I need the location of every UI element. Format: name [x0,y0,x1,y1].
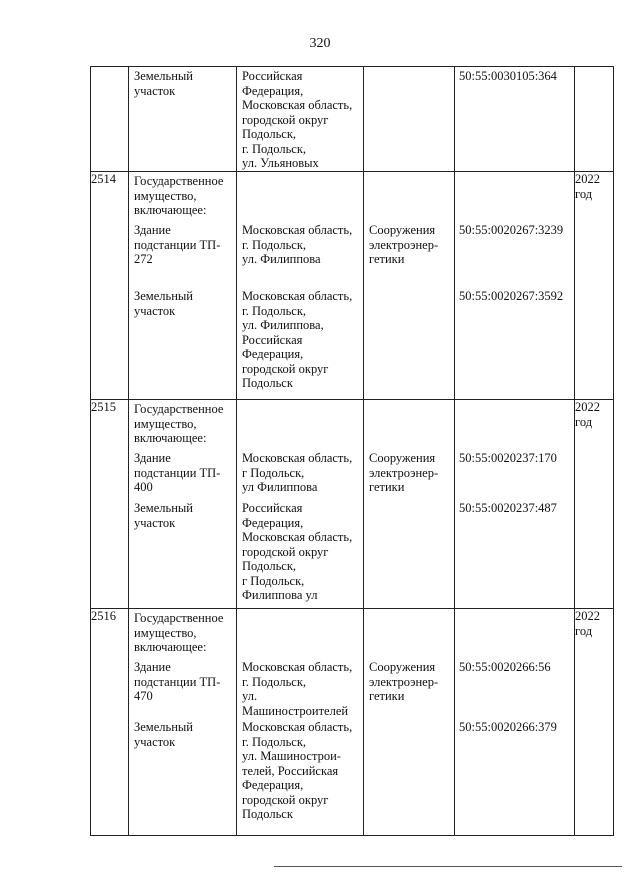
item-purpose [364,287,454,399]
cadastral-number-cell [455,609,575,836]
item-name: Земельный участок [134,69,193,98]
item-address [237,400,363,449]
item-address: Московская область, г. Подольск, ул. Машиностроителей [242,660,353,718]
cadastral-number-cell [455,67,575,172]
item-name-cell [129,609,237,836]
cadastral-number [455,172,574,221]
item-name: Здание подстанции ТП- 272 [134,223,221,266]
cadastral-number: 50:55:0020267:3239 [459,223,564,237]
item-address: Московская область, г Подольск, ул Филиппова [242,451,353,494]
row-number: 2514 [91,172,129,400]
cadastral-number: 50:55:0030105:364 [459,69,557,83]
item-name-cell [129,67,237,172]
cadastral-number: 50:55:0020266:56 [459,660,551,674]
item-purpose: Сооружения электроэнер- гетики [369,223,439,266]
table-row [91,67,614,172]
item-address: Российская Федерация, Московская область, городской округ Подольск, г Подольск, Филиппова ул [242,501,353,602]
row-number: 2515 [91,400,129,609]
cadastral-number: 50:55:0020237:170 [459,451,557,465]
item-purpose [364,718,454,835]
item-address-cell [237,172,364,400]
page-bottom-rule [274,866,622,867]
year-cell: 2022 год [575,172,614,400]
item-purpose-cell [364,67,455,172]
row-number: 2516 [91,609,129,836]
table-body [91,67,614,836]
item-purpose [364,499,454,608]
item-address-cell [237,609,364,836]
item-name: Государственное имущество, включающее: [134,402,224,445]
year-cell [575,67,614,172]
item-name-cell [129,172,237,400]
item-name: Государственное имущество, включающее: [134,611,224,654]
cadastral-number: 50:55:0020267:3592 [459,289,564,303]
page-number: 320 [309,36,331,51]
cadastral-number-cell [455,172,575,400]
item-address: Московская область, г. Подольск, ул. Филиппова [242,223,353,266]
item-name: Земельный участок [134,501,193,530]
table-row [91,172,614,400]
item-address: Московская область, г. Подольск, ул. Филиппова, Российская Федерация, городской округ Подольск [242,289,353,390]
item-purpose: Сооружения электроэнер- гетики [369,451,439,494]
item-address: Российская Федерация, Московская область, городской округ Подольск, г. Подольск, ул. Ульяновых [242,69,353,170]
property-registry-table [90,66,614,836]
item-address [237,172,363,221]
item-address-cell [237,67,364,172]
table-row [91,609,614,836]
cadastral-number: 50:55:0020237:487 [459,501,557,515]
item-purpose-cell [364,172,455,400]
cadastral-number [455,400,574,449]
item-purpose: Сооружения электроэнер- гетики [369,660,439,703]
item-purpose [364,400,454,449]
item-purpose [364,172,454,221]
item-purpose-cell [364,400,455,609]
item-purpose [364,609,454,658]
item-name: Государственное имущество, включающее: [134,174,224,217]
row-number [91,67,129,172]
item-address: Московская область, г. Подольск, ул. Машинострои- телей, Российская Федерация, городской округ Подольск [242,720,353,821]
item-name: Земельный участок [134,720,193,749]
item-name-cell [129,400,237,609]
year-cell: 2022 год [575,609,614,836]
cadastral-number [455,609,574,658]
item-name: Здание подстанции ТП- 400 [134,451,221,494]
item-purpose-cell [364,609,455,836]
cadastral-number: 50:55:0020266:379 [459,720,557,734]
item-name: Здание подстанции ТП- 470 [134,660,221,703]
table-row [91,400,614,609]
year-cell: 2022 год [575,400,614,609]
item-address-cell [237,400,364,609]
item-address [237,609,363,658]
item-name: Земельный участок [134,289,193,318]
item-purpose [364,67,454,170]
cadastral-number-cell [455,400,575,609]
